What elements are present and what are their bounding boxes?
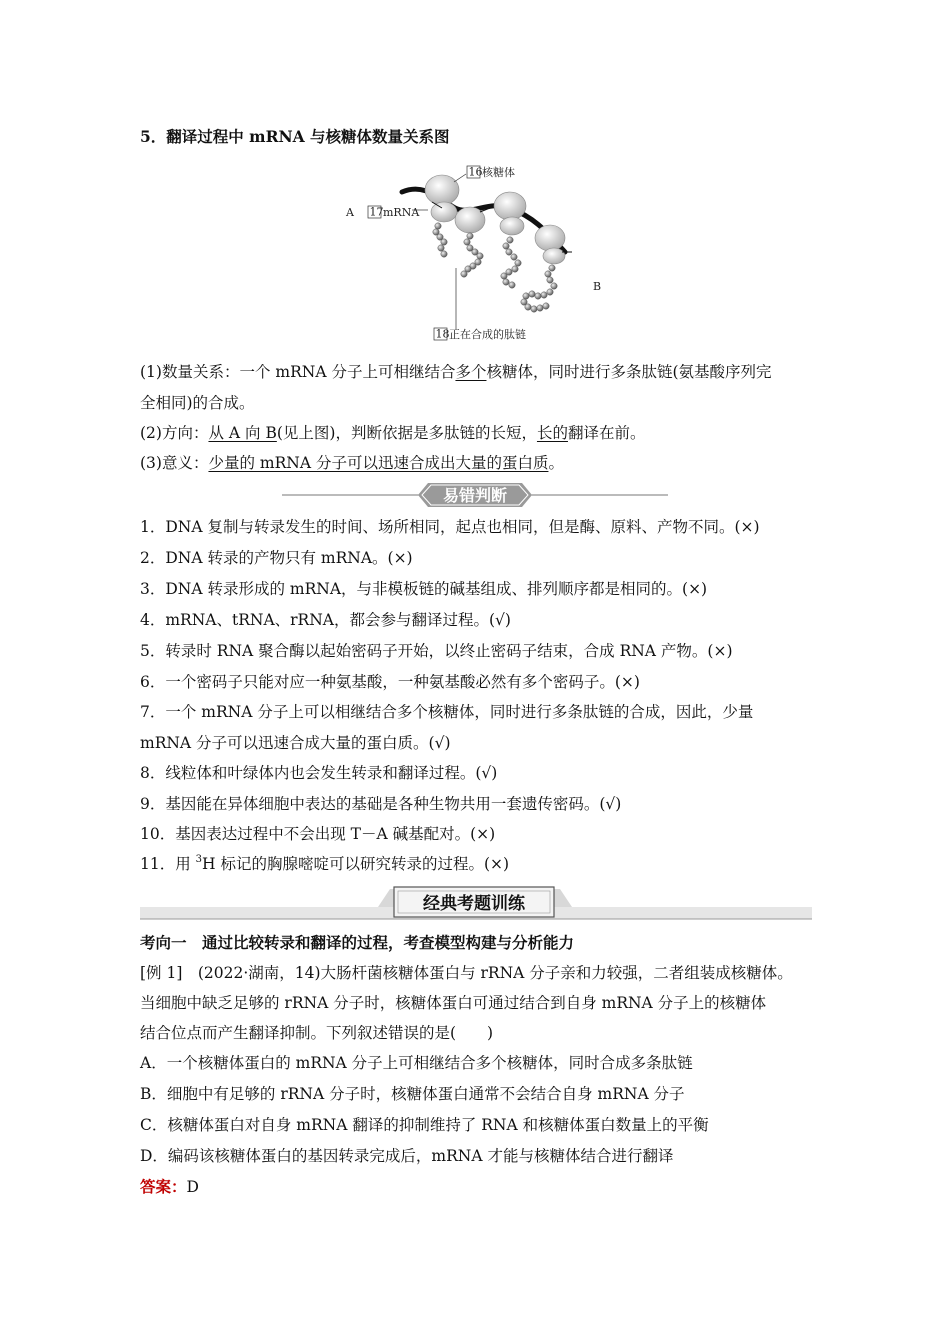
judgment-item: 6．一个密码子只能对应一种氨基酸，一种氨基酸必然有多个密码子。(×) <box>140 673 640 691</box>
answer-label: 答案： <box>140 1177 187 1196</box>
judgment-item: 11．用 $^3$H 标记的胸腺嘧啶可以研究转录的过程。(×) <box>140 854 510 873</box>
banner-errors-title: 易错判断 <box>442 486 508 505</box>
blank-answer: 长的 <box>536 424 568 442</box>
judgment-item: 7．一个 mRNA 分子上可以相继结合多个核糖体，同时进行多条肽链的合成，因此，少量 <box>140 703 754 721</box>
paragraph-quantity: (1)数量关系：一个 mRNA 分子上可相继结合多个核糖体，同时进行多条肽链(氨基酸序列完 <box>140 363 772 381</box>
peptide-chain <box>433 223 447 257</box>
label-mrna: mRNA <box>383 206 420 219</box>
label-ribosome: 核糖体 <box>482 166 515 179</box>
translation-diagram <box>340 160 610 348</box>
peptide-chain <box>501 237 521 288</box>
paragraph-direction: (2)方向：从 A 向 B(见上图)，判断依据是多肽链的长短，长的翻译在前。 <box>140 424 646 442</box>
label-peptide: 正在合成的肽链 <box>449 328 526 341</box>
peptide-chain <box>521 265 557 312</box>
judgment-item: 8．线粒体和叶绿体内也会发生转录和翻译过程。(√) <box>140 764 498 782</box>
banner-training <box>140 885 812 925</box>
blank-answer: 少量的 mRNA 分子可以迅速合成出大量的蛋白质 <box>208 454 549 472</box>
judgment-item: 3．DNA 转录形成的 mRNA，与非模板链的碱基组成、排列顺序都是相同的。(×) <box>140 580 708 598</box>
ribosome <box>455 207 485 233</box>
judgment-item: 2．DNA 转录的产物只有 mRNA。(×) <box>140 549 413 567</box>
option-c: C．核糖体蛋白对自身 mRNA 翻译的抑制维持了 RNA 和核糖体蛋白数量上的平衡 <box>140 1116 709 1134</box>
paragraph-meaning: (3)意义：少量的 mRNA 分子可以迅速合成出大量的蛋白质。 <box>140 454 564 472</box>
option-a: A．一个核糖体蛋白的 mRNA 分子上可相继结合多个核糖体，同时合成多条肽链 <box>140 1054 693 1072</box>
judgment-item-cont: mRNA 分子可以迅速合成大量的蛋白质。(√) <box>140 734 451 752</box>
answer-value: D <box>186 1178 199 1196</box>
banner-training-title: 经典考题训练 <box>423 894 525 914</box>
paragraph-quantity-cont: 全相同)的合成。 <box>140 394 255 412</box>
label-a: A <box>346 206 354 219</box>
ribosome <box>494 192 526 235</box>
peptide-chain <box>461 233 483 277</box>
section-title: 5．翻译过程中 mRNA 与核糖体数量关系图 <box>140 127 450 146</box>
blank-answer: 从 A 向 B <box>208 424 277 442</box>
option-d: D．编码该核糖体蛋白的基因转录完成后，mRNA 才能与核糖体结合进行翻译 <box>140 1147 674 1165</box>
judgment-item: 4．mRNA、tRNA、rRNA，都会参与翻译过程。(√) <box>140 611 511 629</box>
ribosome <box>425 175 459 222</box>
judgment-item: 9．基因能在异体细胞中表达的基础是各种生物共用一套遗传密码。(√) <box>140 795 622 813</box>
label-16-num: 16 <box>468 165 483 179</box>
label-18-num: 18 <box>435 327 450 341</box>
label-17-num: 17 <box>369 205 384 219</box>
direction-heading: 考向一 通过比较转录和翻译的过程，考查模型构建与分析能力 <box>140 933 575 952</box>
judgment-item: 10．基因表达过程中不会出现 T－A 碱基配对。(×) <box>140 825 496 843</box>
example-stem: 当细胞中缺乏足够的 rRNA 分子时，核糖体蛋白可通过结合到自身 mRNA 分子上的核糖体 <box>140 994 767 1012</box>
judgment-item: 5．转录时 RNA 聚合酶以起始密码子开始，以终止密码子结束，合成 RNA 产物。(×) <box>140 642 733 660</box>
ribosome <box>535 225 565 264</box>
option-b: B．细胞中有足够的 rRNA 分子时，核糖体蛋白通常不会结合自身 mRNA 分子 <box>140 1085 685 1103</box>
example-stem: 结合位点而产生翻译抑制。下列叙述错误的是( ) <box>140 1024 494 1042</box>
answer-line <box>140 1176 820 1198</box>
blank-answer: 多个 <box>455 363 487 381</box>
banner-errors <box>282 480 668 510</box>
label-b: B <box>593 280 602 293</box>
judgment-item: 1．DNA 复制与转录发生的时间、场所相同，起点也相同，但是酶、原料、产物不同。(×) <box>140 518 760 536</box>
example-stem: [例 1] (2022·湖南，14)大肠杆菌核糖体蛋白与 rRNA 分子亲和力较强，二者组装成核糖体。 <box>140 964 793 982</box>
